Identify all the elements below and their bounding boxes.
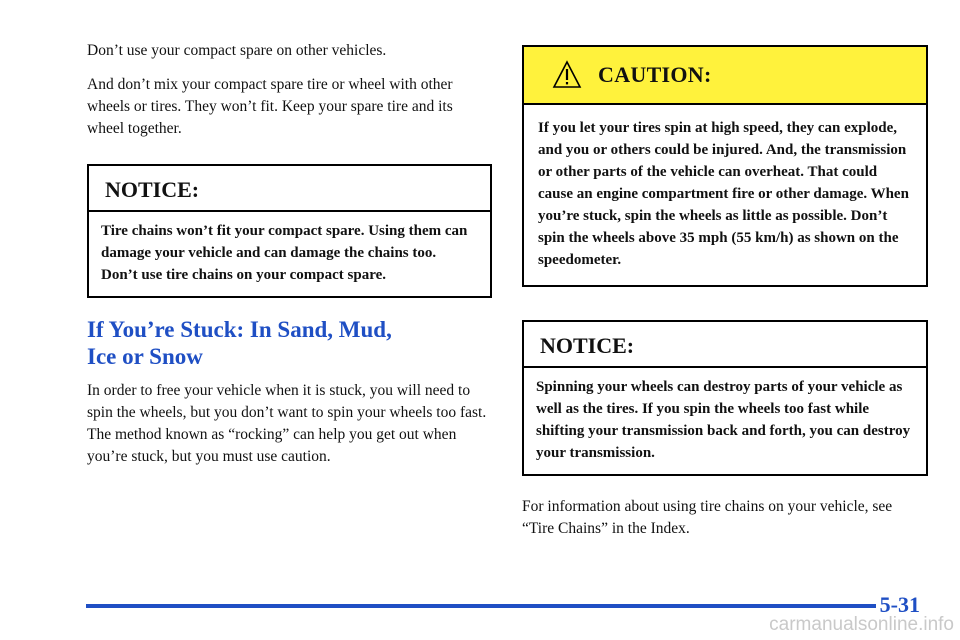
caution-title: CAUTION: (598, 62, 712, 87)
paragraph-tire-chains-index: For information about using tire chains on your vehicle, see “Tire Chains” in the Index. (522, 498, 893, 537)
page-number: 5-31 (879, 592, 920, 617)
notice-title: NOTICE: (89, 166, 490, 212)
paragraph-spare-other-vehicles: Don’t use your compact spare on other vehicles. (87, 42, 387, 59)
warning-triangle-icon (552, 60, 582, 90)
caution-header (524, 47, 926, 105)
notice-text: Tire chains won’t fit your compact spare. Using them can damage your vehicle and can damage the chains too. Don’t use tire chains on your compact spare. (101, 223, 468, 283)
notice-box-tire-chains (87, 164, 492, 298)
right-column (522, 45, 928, 552)
section-title-line2: Ice or Snow (87, 344, 203, 369)
watermark: carmanualsonline.info (769, 614, 954, 635)
footer-rule (86, 604, 876, 608)
notice-title: NOTICE: (524, 322, 926, 368)
paragraph-dont-mix-spare: And don’t mix your compact spare tire or wheel with other wheels or tires. They won’t fit. Keep your spare tire and its wheel together. (87, 76, 453, 137)
left-column (87, 40, 492, 480)
section-title-if-stuck (87, 316, 492, 370)
paragraph-rocking: In order to free your vehicle when it is stuck, you will need to spin the wheels, but you don’t want to spin your wheels too fast. The method known as “rocking” can help you get out when you’re stuck, but you must use caution. (87, 382, 487, 465)
notice-text: Spinning your wheels can destroy parts of your vehicle as well as the tires. If you spin the wheels too fast while shifting your transmission back and forth, you can destroy your transmission. (536, 379, 911, 461)
caution-box-tire-spin (522, 45, 928, 287)
notice-box-spinning-wheels (522, 320, 928, 476)
section-title-line1: If You’re Stuck: In Sand, Mud, (87, 317, 392, 342)
caution-text: If you let your tires spin at high speed, they can explode, and you or others could be injured. And, the transmission or other parts of the vehicle can overheat. That could cause an engine compartment fire or other damage. When you’re stuck, spin the wheels as little as possible. Don’t spin the wheels above 35 mph (55 km/h) as shown on the speedometer. (538, 120, 909, 268)
